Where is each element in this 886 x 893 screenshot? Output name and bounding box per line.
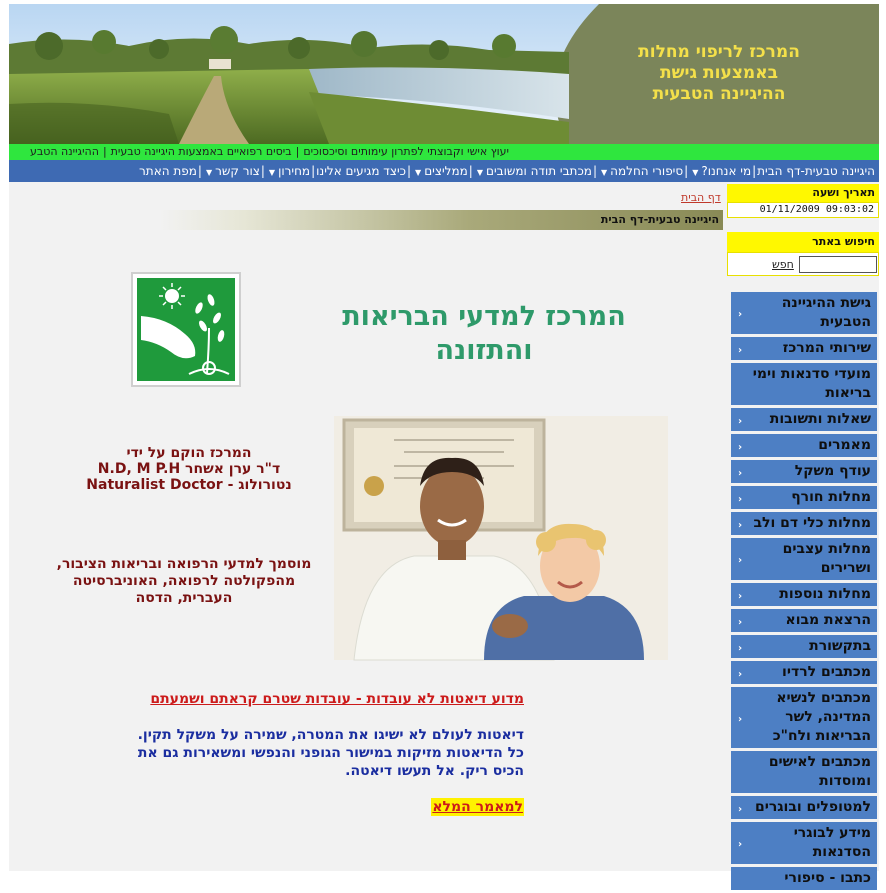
chevron-left-icon: ‹ bbox=[738, 590, 743, 602]
page-frame bbox=[9, 4, 879, 886]
sidebar-item-heart-diseases[interactable]: מחלות כלי דם ולב ‹ bbox=[731, 512, 877, 535]
nav-item-about[interactable]: מי אנחנו? bbox=[701, 164, 752, 178]
sidebar-item-graduates-info[interactable]: מידע לבוגרי הסדנאות ‹ bbox=[731, 822, 877, 864]
article-headline-link[interactable]: מדוע דיאטות לא עובדות - עובדות שטרם קראתם ושמעתם bbox=[150, 691, 524, 707]
chevron-down-icon: ▼ bbox=[476, 168, 483, 177]
sidebar-item-patients[interactable]: למטופלים ובוגרים ‹ bbox=[731, 796, 877, 819]
center-logo bbox=[131, 272, 241, 387]
nav-item-sitemap[interactable]: מפת האתר bbox=[139, 164, 197, 178]
founder-info bbox=[69, 445, 309, 493]
chevron-left-icon: ‹ bbox=[738, 493, 743, 505]
center-title-line: והתזונה bbox=[435, 335, 533, 366]
chevron-down-icon: ▼ bbox=[268, 168, 276, 177]
chevron-down-icon: ▼ bbox=[205, 168, 213, 177]
sidebar-item-workshop-dates[interactable]: מועדי סדנאות וימי בריאות bbox=[731, 363, 877, 405]
qualification-line: העברית, הדסה bbox=[135, 590, 233, 606]
qualification-line: מהפקולטה לרפואה, האוניברסיטה bbox=[72, 573, 296, 589]
banner-title-line: באמצעות גישת bbox=[660, 63, 778, 83]
nav-item-recommenders[interactable]: ממליצים bbox=[424, 164, 468, 178]
sidebar-item-intro-lecture[interactable]: הרצאת מבוא ‹ bbox=[731, 609, 877, 632]
banner-title-line: ההיגיינה הטבעית bbox=[652, 84, 786, 104]
article-summary-line: הכיס ריק. אל תעשו דיאטה. bbox=[345, 763, 524, 779]
banner-title-line: המרכז לריפוי מחלות bbox=[638, 42, 800, 62]
chevron-left-icon: ‹ bbox=[738, 803, 743, 815]
read-full-article-link[interactable]: למאמר המלא bbox=[432, 799, 523, 815]
chevron-left-icon: ‹ bbox=[738, 441, 743, 453]
chevron-left-icon: ‹ bbox=[738, 467, 743, 479]
search-button[interactable]: חפש bbox=[772, 258, 794, 271]
sidebar-item-write-stories[interactable]: כתבו - סיפורי bbox=[731, 867, 877, 890]
breadcrumb-home-link[interactable]: דף הבית bbox=[681, 191, 721, 204]
header-banner bbox=[9, 4, 879, 144]
sidebar-item-winter-diseases[interactable]: מחלות חורף ‹ bbox=[731, 486, 877, 509]
sidebar-menu bbox=[731, 292, 879, 893]
chevron-left-icon: ‹ bbox=[738, 344, 743, 356]
chevron-left-icon: ‹ bbox=[738, 415, 743, 427]
page-title-bar: היגיינה טבעית-דף הבית bbox=[159, 210, 723, 230]
doctor-with-child-photo bbox=[334, 416, 668, 660]
article-summary-line: דיאטות לעולם לא ישיגו את המטרה, שמירה על משקל תקין. bbox=[137, 727, 524, 743]
sidebar-item-faq[interactable]: שאלות ותשובות ‹ bbox=[731, 408, 877, 431]
nav-item-thanks[interactable]: מכתבי תודה ומשובים bbox=[485, 164, 592, 178]
chevron-down-icon: ▼ bbox=[692, 168, 699, 177]
top-nav: היגיינה טבעית-דף הבית|מי אנחנו?▼|סיפורי החלמה▼|מכתבי תודה ומשובים▼|ממליצים▼|כיצד מגיעים אלינו|מחירון▼|צור קשר▼|מפת האתר bbox=[9, 160, 879, 182]
qualification-line: מוסמך למדעי הרפואה ובריאות הציבור, bbox=[56, 556, 312, 572]
search-input[interactable] bbox=[799, 256, 877, 273]
article-summary-line: כל הדיאטות מזיקות במישור הגופני והנפשי ומשאירות גם את bbox=[137, 745, 524, 761]
sidebar-item-hygiene-approach[interactable]: גישת ההיגיינה הטבעית ‹ bbox=[731, 292, 877, 334]
founder-line: המרכז הוקם על ידי bbox=[126, 445, 252, 461]
chevron-left-icon: ‹ bbox=[738, 713, 743, 725]
sidebar-item-nerve-diseases[interactable]: מחלות עצבים ושרירים ‹ bbox=[731, 538, 877, 580]
sidebar-item-president-letters[interactable]: מכתבים לנשיא המדינה, לשר הבריאות ולח"כ ‹ bbox=[731, 687, 877, 748]
date-time-label: תאריך ושעה bbox=[727, 184, 879, 202]
date-time-value: 01/11/2009 09:03:02 bbox=[727, 202, 879, 218]
doctor-photo bbox=[334, 416, 668, 660]
banner-title bbox=[569, 42, 869, 105]
chevron-left-icon: ‹ bbox=[738, 555, 743, 566]
sidebar-item-overweight[interactable]: עודף משקל ‹ bbox=[731, 460, 877, 483]
chevron-left-icon: ‹ bbox=[738, 839, 743, 850]
strip-link-counseling[interactable]: ההיגיינה הטבע bbox=[29, 145, 99, 158]
chevron-left-icon: ‹ bbox=[738, 616, 743, 628]
sidebar-item-services[interactable]: שירותי המרכז ‹ bbox=[731, 337, 877, 360]
founder-line: נטורולוג - Naturalist Doctor bbox=[86, 477, 292, 493]
site-search-box bbox=[727, 252, 879, 276]
sidebar-item-media[interactable]: בתקשורת ‹ bbox=[731, 635, 877, 658]
sidebar-item-articles[interactable]: מאמרים ‹ bbox=[731, 434, 877, 457]
nav-item-stories[interactable]: סיפורי החלמה bbox=[610, 164, 684, 178]
sidebar-item-other-diseases[interactable]: מחלות נוספות ‹ bbox=[731, 583, 877, 606]
qualification-info bbox=[49, 556, 319, 607]
site-search-label: חיפוש באתר bbox=[727, 232, 879, 252]
strip-link-workshops[interactable]: ביסים רפואיים באמצעות היגיינה טבעית bbox=[110, 145, 292, 158]
hand-plant-logo-icon bbox=[137, 278, 235, 381]
strip-link-hygiene[interactable]: יעוץ אישי וקבוצתי לפתרון עימותים וסיכסוכים bbox=[303, 145, 509, 158]
nav-item-directions[interactable]: כיצד מגיעים אלינו bbox=[316, 164, 406, 178]
chevron-left-icon: ‹ bbox=[738, 519, 743, 531]
sidebar-item-institution-letters[interactable]: מכתבים לאישים ומוסדות bbox=[731, 751, 877, 793]
founder-line: ד"ר ערן אשחר N.D, M P.H bbox=[97, 461, 281, 477]
sidebar-item-radio-letters[interactable]: מכתבים לרדיו ‹ bbox=[731, 661, 877, 684]
article-summary bbox=[134, 726, 524, 780]
featured-article bbox=[134, 690, 524, 816]
center-title-line: המרכז למדעי הבריאות bbox=[342, 301, 626, 332]
secondary-links-strip: יעוץ אישי וקבוצתי לפתרון עימותים וסיכסוכים|ביסים רפואיים באמצעות היגיינה טבעית|ההיגיינה הטבע bbox=[9, 144, 879, 160]
chevron-left-icon: ‹ bbox=[738, 309, 743, 320]
center-title bbox=[309, 300, 659, 368]
chevron-left-icon: ‹ bbox=[738, 642, 743, 654]
chevron-down-icon: ▼ bbox=[601, 168, 608, 177]
nav-item-home[interactable]: היגיינה טבעית-דף הבית bbox=[757, 164, 875, 178]
nav-item-prices[interactable]: מחירון bbox=[278, 164, 311, 178]
chevron-down-icon: ▼ bbox=[415, 168, 422, 177]
chevron-left-icon: ‹ bbox=[738, 668, 743, 680]
nav-item-contact[interactable]: צור קשר bbox=[215, 164, 260, 178]
